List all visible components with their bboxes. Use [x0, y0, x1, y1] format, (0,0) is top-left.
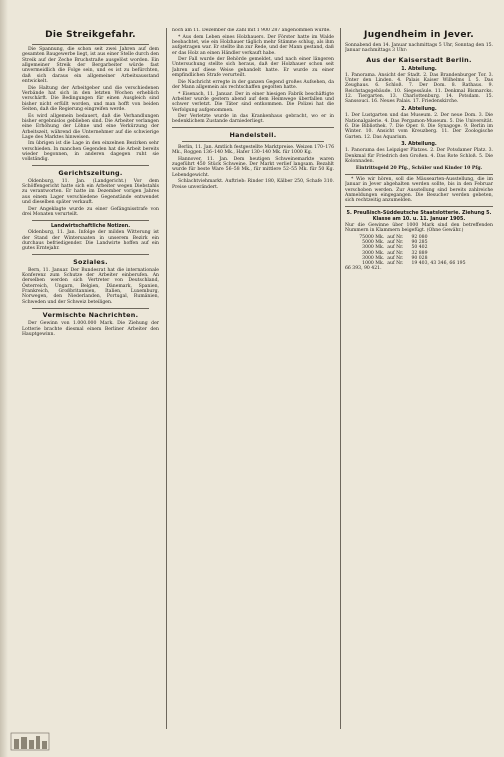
- paragraph: Die Haltung der Arbeitgeber und die verschiedenen Verbände hat sich in den letzten Wochen erheblich verschärft. Die Bedingungen für einen Ausgleich sind bisher nicht erfüllt worden, und man hofft von beiden Seiten, daß die Regierung eingreifen werde.: [22, 85, 159, 112]
- headline-soziales: Soziales.: [73, 257, 108, 266]
- headline-landwirtschaft: Landwirtschaftliche Notizen.: [50, 223, 131, 230]
- lottery-number: 92 080: [411, 234, 428, 240]
- paragraph: Im übrigen ist die Lage in den einzelnen Bezirken sehr verschieden. In manchen Gegenden hat die Arbeit bereits wieder begonnen, in anderen dagegen ruht sie vollständig.: [22, 141, 159, 163]
- lottery-label: auf Nr.: [387, 245, 404, 251]
- event-intro: Sonnabend den 14. Januar nachmittags 5 Uhr, Sonntag den 15. Januar nachmittags 3 Uhr:: [345, 43, 493, 54]
- divider: [182, 141, 324, 142]
- headline-vermischtes: Vermischte Nachrichten.: [42, 311, 139, 320]
- lottery-label: auf Nr.: [387, 261, 404, 267]
- paragraph: Oldenburg, 11. Jan. Infolge der milden Witterung ist der Stand der Wintersaaten in unserem Bezirk ein durchaus befriedigender. Die Landwirte hoffen auf ein gutes Erntejahr.: [22, 230, 159, 252]
- headline-jugendheim: Jugendheim in Jever.: [364, 30, 474, 40]
- paragraph: 1. Panorama des Leipziger Platzes. 2. Der Potsdamer Platz. 3. Denkmal für Friedrich den Großen. 4. Das Rote Schloß. 5. Die Kolonnaden.: [345, 148, 493, 165]
- lottery-number: 32 889: [411, 250, 428, 256]
- headline-handelsteil: Handelsteil.: [229, 130, 277, 139]
- lottery-number: 90 028: [411, 255, 428, 261]
- paragraph: * Aus dem Leben eines Holzhauers. Der Förster hatte im Walde beobachtet, wie ein Holzhauer täglich mehr Stämme schlug, als ihm aufgetragen war. Er stellte ihn zur Rede, und der Mann gestand, daß er das Holz an einen Händler verkauft habe.: [172, 34, 334, 56]
- paragraph: noch am 11. Dezember die Zahl mit 1 900 287 angenommen wurde.: [172, 28, 331, 33]
- divider: [345, 174, 493, 175]
- lottery-amount: 75000 Mk.: [359, 234, 385, 240]
- paragraph: Die Nachricht erregte in der ganzen Gegend großes Aufsehen, da der Mann allgemein als rechtschaffen gegolten hatte.: [172, 79, 334, 90]
- paragraph: Der Verletzte wurde in das Krankenhaus gebracht, wo er in bedenklichem Zustande darniederliegt.: [172, 114, 334, 125]
- lottery-amount: 3000 Mk.: [362, 245, 385, 251]
- section-title: 3. Abteilung.: [401, 141, 437, 148]
- paragraph: Die Spannung, die schon seit zwei Jahren auf dem gesamten Baugewerbe liegt, ist aus einer Stelle durch den Streik auf der Zeche Bruchstraße ausgelöst worden. Ein allgemeiner Streik der Bergarbeiter würde fast unvermeidlich die Folge sein, und es ist zu befürchten, daß sich daraus ein allgemeiner Arbeitsausstand entwickelt.: [22, 47, 159, 85]
- divider: [32, 308, 149, 309]
- lottery-table-body: [345, 235, 493, 267]
- column-3: [345, 28, 493, 731]
- paragraph: Oldenburg, 11. Jan. (Landgericht.) Vor dem Schöffengericht hatte sich ein Arbeiter wegen Diebstahls zu verantworten. Er hatte im Dezember vorigen Jahres aus einem Lager verschiedene Gegenstände entwendet und dieselben später verkauft.: [22, 178, 159, 206]
- paragraph: Es wird allgemein bedauert, daß die Verhandlungen bisher ergebnislos geblieben sind. Die Arbeiter verlangen eine Erhöhung der Löhne und eine Verkürzung der Arbeitszeit, während die Unternehmer auf die schwierige Lage des Marktes hinweisen.: [22, 113, 159, 140]
- column-2: [172, 28, 334, 731]
- paragraph: 1. Panorama. Ansicht der Stadt. 2. Das Brandenburger Tor. 3. Unter den Linden. 4. Palais Kaiser Wilhelms I. 5. Das Zeughaus. 6. Schloß. 7. Der Dom. 8. Rathaus. 9. Reichstagsgebäude. 10. Siegessäule. 11. Denkmal Bismarcks. 12. Tiergarten. 13. Charlottenburg. 14. Potsdam. 15. Sanssouci. 16. Neues Palais. 17. Friedenskirche.: [345, 72, 493, 105]
- lottery-label: auf Nr.: [387, 239, 404, 245]
- lottery-number: 50 402: [411, 245, 428, 251]
- column-1: [22, 28, 159, 731]
- paragraph: Der Gewinn von 1.000.000 Mark. Die Ziehung der Lotterie brachte diesmal einem Berliner Arbeiter den Hauptgewinn.: [22, 321, 159, 337]
- paragraph: Schlachtviehmarkt. Auftrieb: Rinder 180, Kälber 250, Schafe 310. Preise unverändert.: [172, 179, 334, 190]
- divider: [32, 165, 149, 166]
- divider: [345, 206, 493, 207]
- section-title: 2. Abteilung.: [401, 106, 437, 113]
- paragraph: 1. Der Lustgarten und das Museum. 2. Der neue Dom. 3. Die Nationalgalerie. 4. Das Pergamon-Museum. 5. Die Universität. 6. Die Bibliothek. 7. Die Oper. 8. Die Synagoge. 9. Berlin im Winter. 10. Ansicht vom Kreuzberg. 11. Der Zoologische Garten. 12. Das Aquarium.: [345, 113, 493, 140]
- divider: [32, 220, 149, 221]
- lottery-table: [345, 235, 493, 267]
- column-rule: [340, 28, 341, 729]
- paragraph: Bern, 11. Januar. Der Bundesrat hat die internationale Konferenz zum Schutze der Arbeiter einberufen. An derselben werden sich Vertreter von Deutschland, Österreich, Ungarn, Belgien, Dänemark, Spanien, Frankreich, Großbritannien, Italien, Luxemburg, Norwegen, den Niederlanden, Portugal, Rumänien, Schweden und der Schweiz beteiligen.: [22, 267, 159, 305]
- headline-berlin: Aus der Kaiserstadt Berlin.: [366, 55, 472, 64]
- lottery-number: 90 285: [411, 239, 428, 245]
- lottery-label: auf Nr.: [387, 234, 404, 240]
- headline-gericht: Gerichtszeitung.: [58, 168, 123, 177]
- lottery-label: auf Nr.: [387, 250, 404, 256]
- section-title: 1. Abteilung.: [401, 65, 437, 72]
- paragraph: 66 393, 90 421.: [345, 266, 382, 272]
- column-rule: [166, 28, 167, 729]
- paragraph: Der Fall wurde der Behörde gemeldet, und nach einer längeren Untersuchung stellte sich heraus, daß der Holzhauer schon seit Jahren auf diese Weise gehandelt hatte. Er wurde zu einer empfindlichen Strafe verurteilt.: [172, 57, 334, 79]
- divider: [32, 44, 149, 45]
- admission-note: Eintrittsgeld 20 Pfg., Schüler und Kinder 10 Pfg.: [355, 165, 483, 171]
- headline-lotterie: 5. Preußisch-Süddeutsche Staatslotterie. Ziehung 5. Klasse am 10. u. 11. Januar 1905.: [346, 209, 492, 222]
- paragraph: Nur die Gewinne über 1000 Mark sind den betreffenden Nummern in Klammern beigefügt. (Ohne Gewähr.): [345, 222, 493, 234]
- paragraph: Berlin, 11. Jan. Amtlich festgestellte Marktpreise. Weizen 170–176 Mk., Roggen 136–140 Mk., Hafer 130–140 Mk. für 1000 Kg.: [172, 144, 334, 156]
- footer-vignette-illustration: [10, 729, 50, 751]
- lottery-number: 19 403, 43 346, 66 195: [411, 261, 466, 267]
- lottery-amount: 5000 Mk.: [362, 239, 385, 245]
- paragraph: * Wie wir hören, soll die Mäusearten-Ausstellung, die im Januar in Jever abgehalten werden sollte, bis in den Februar verschoben werden. Zur Ausstellung sind bereits zahlreiche Anmeldungen eingegangen. Die Besucher werden gebeten, sich rechtzeitig anzumelden.: [345, 177, 493, 204]
- divider: [172, 127, 334, 128]
- paragraph: * Eisenach, 11. Januar. Der in einer hiesigen Fabrik beschäftigte Arbeiter wurde gestern abend auf dem Heimwege überfallen und schwer verletzt. Die Täter sind entkommen. Die Polizei hat die Verfolgung aufgenommen.: [172, 91, 334, 113]
- lottery-label: auf Nr.: [387, 255, 404, 261]
- paragraph: Der Angeklagte wurde zu einer Gefängnisstrafe von drei Monaten verurteilt.: [22, 206, 159, 218]
- divider: [32, 254, 149, 255]
- lottery-amount: 3000 Mk.: [362, 255, 385, 261]
- paragraph: Hannover, 11. Jan. Dem heutigen Schweinemarkte waren zugeführt 450 Stück Schweine. Der Markt verlief langsam. Bezahlt wurde für beste Ware 56–58 Mk., für mittlere 52–55 Mk. für 50 Kg. Lebendgewicht.: [172, 156, 334, 178]
- lottery-amount: 1000 Mk.: [362, 261, 385, 267]
- page-edge-shadow: [0, 0, 8, 757]
- lottery-amount: 3000 Mk.: [362, 250, 385, 256]
- headline-streik: Die Streikgefahr.: [45, 30, 136, 40]
